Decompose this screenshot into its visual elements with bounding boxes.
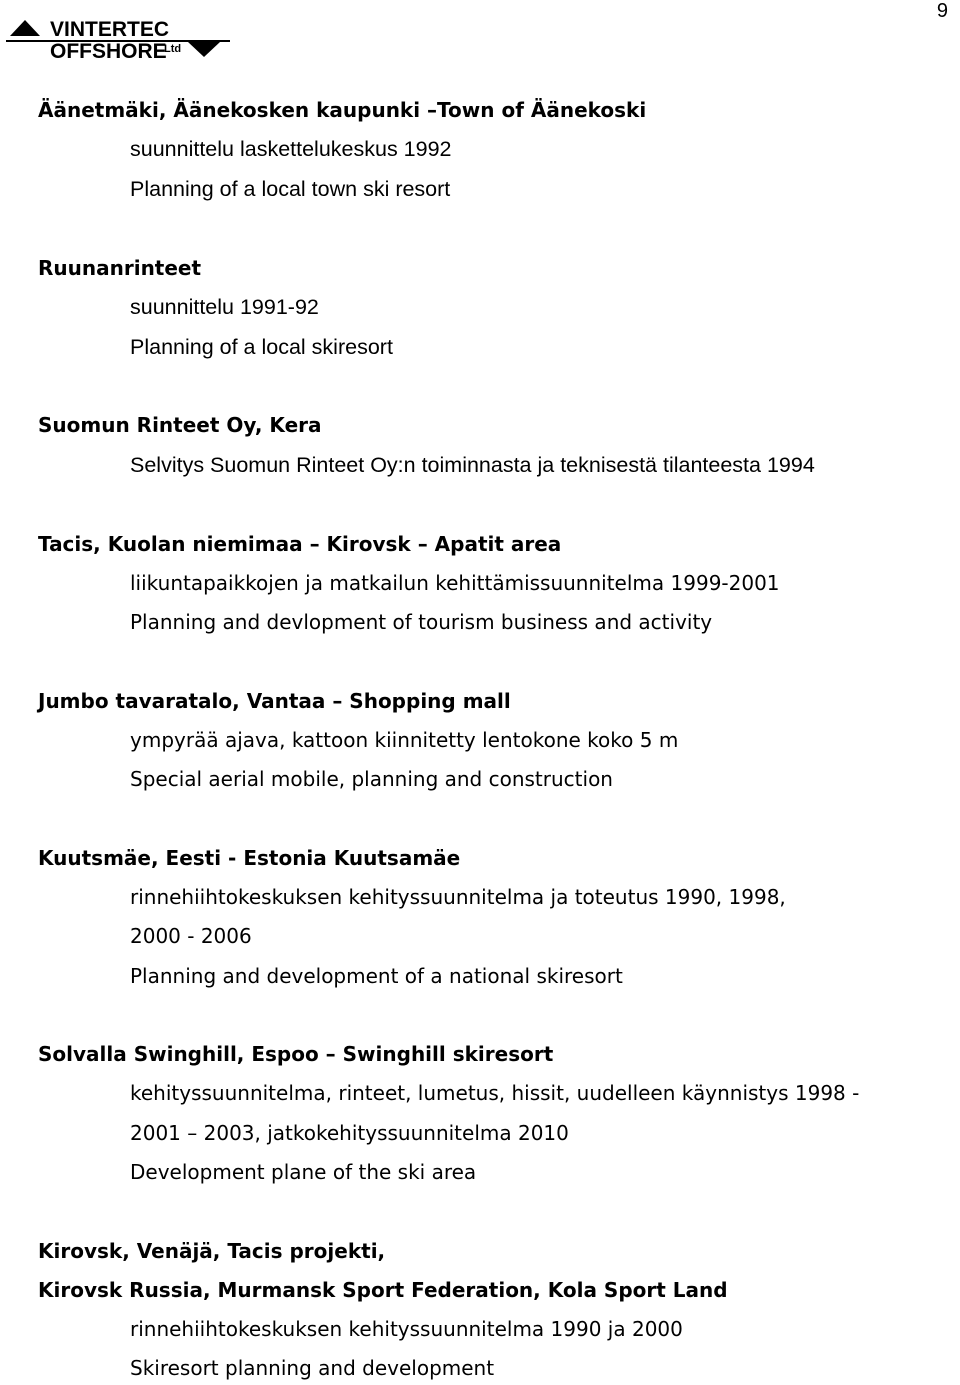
- project-detail: liikuntapaikkojen ja matkailun kehittämissuunnitelma 1999-2001: [130, 571, 780, 595]
- project-detail: Planning and devlopment of tourism business and activity: [130, 610, 713, 634]
- project-title: Solvalla Swinghill, Espoo – Swinghill skiresort: [38, 1042, 554, 1066]
- project-detail: suunnittelu laskettelukeskus 1992: [130, 137, 452, 161]
- project-detail: Special aerial mobile, planning and construction: [130, 767, 613, 791]
- project-title: Tacis, Kuolan niemimaa – Kirovsk – Apatit area: [38, 532, 562, 556]
- project-detail: Selvitys Suomun Rinteet Oy:n toiminnasta ja teknisestä tilanteesta 1994: [130, 453, 815, 477]
- project-detail: Skiresort planning and development: [130, 1356, 495, 1380]
- logo-line2: OFFSHORE: [50, 40, 167, 60]
- logo-line1: VINTERTEC: [50, 18, 170, 41]
- project-detail: 2000 - 2006: [130, 924, 252, 948]
- project-detail: ympyrää ajava, kattoon kiinnitetty lentokone koko 5 m: [130, 728, 679, 752]
- project-detail: Planning of a local skiresort: [130, 335, 393, 359]
- project-detail: 2001 – 2003, jatkokehityssuunnitelma 2010: [130, 1121, 569, 1145]
- project-detail: rinnehiihtokeskuksen kehityssuunnitelma ja toteutus 1990, 1998,: [130, 885, 786, 909]
- project-detail: suunnittelu 1991-92: [130, 295, 319, 319]
- project-subtitle: Kirovsk Russia, Murmansk Sport Federation, Kola Sport Land: [38, 1278, 728, 1302]
- project-title: Ruunanrinteet: [38, 256, 202, 280]
- logo-suffix: Ltd: [164, 43, 182, 55]
- logo-triangle-down-icon: [188, 42, 220, 57]
- project-detail: Planning and development of a national skiresort: [130, 964, 623, 988]
- project-title: Kirovsk, Venäjä, Tacis projekti,: [38, 1239, 386, 1263]
- project-detail: Development plane of the ski area: [130, 1160, 477, 1184]
- project-title: Äänetmäki, Äänekosken kaupunki –Town of Äänekoski: [38, 98, 647, 122]
- project-detail: kehityssuunnitelma, rinteet, lumetus, hissit, uudelleen käynnistys 1998 -: [130, 1081, 860, 1105]
- project-detail: rinnehiihtokeskuksen kehityssuunnitelma 1990 ja 2000: [130, 1317, 683, 1341]
- project-title: Suomun Rinteet Oy, Kera: [38, 413, 322, 437]
- company-logo: [6, 12, 230, 60]
- project-detail: Planning of a local town ski resort: [130, 177, 451, 201]
- page-number: 9: [936, 0, 948, 22]
- logo-triangle-up-icon: [10, 20, 40, 36]
- project-title: Kuutsmäe, Eesti - Estonia Kuutsamäe: [38, 846, 461, 870]
- project-title: Jumbo tavaratalo, Vantaa – Shopping mall: [38, 689, 511, 713]
